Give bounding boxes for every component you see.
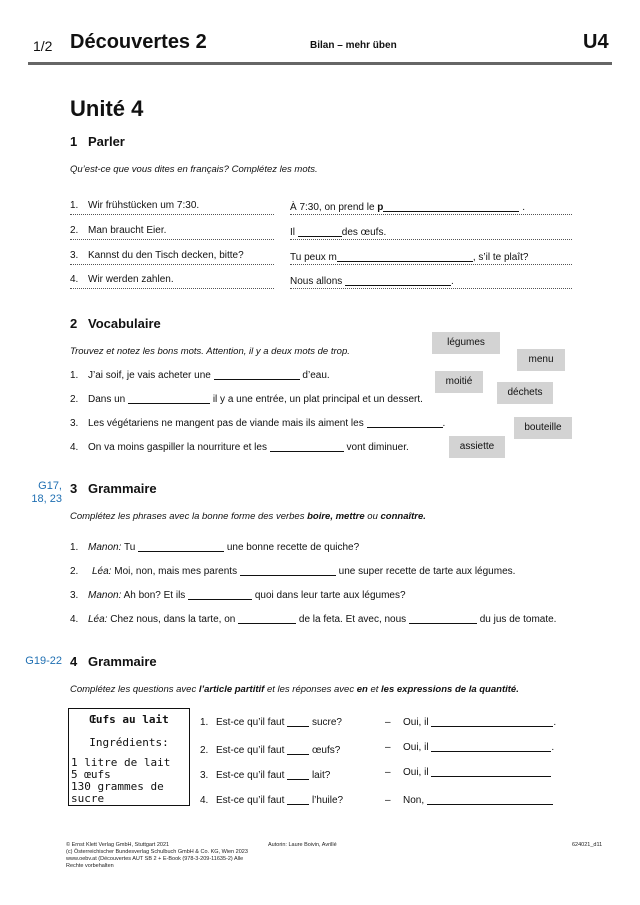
recipe-subtitle: Ingrédients:	[89, 736, 169, 749]
s2-row-4: 4. On va moins gaspiller la nourriture et les vont diminuer.	[70, 442, 409, 453]
list-item: 1 litre de lait	[71, 756, 171, 769]
word-tile-legumes[interactable]: légumes	[432, 332, 500, 354]
list-item: 130 grammes de sucre	[71, 780, 164, 805]
section-3-instruction: Complétez les phrases avec la bonne forme des verbes boire, mettre ou connaître.	[70, 511, 426, 522]
answer-blank[interactable]	[188, 588, 252, 600]
section-4-instruction: Complétez les questions avec l’article partitif et les réponses avec en et les expressions de la quantité.	[70, 684, 519, 695]
s2-row-1: 1. J’ai soif, je vais acheter une d’eau.	[70, 370, 330, 381]
word-tile-menu[interactable]: menu	[517, 349, 565, 371]
word-tile-assiette[interactable]: assiette	[449, 436, 505, 458]
dotted-divider	[290, 264, 572, 265]
footer-code: 624021_d11	[572, 842, 603, 848]
s4-question-2: 2. Est-ce qu’il faut œufs?	[200, 745, 341, 756]
answer-blank[interactable]	[287, 768, 309, 780]
word-tile-dechets[interactable]: déchets	[497, 382, 553, 404]
dotted-divider	[70, 264, 274, 265]
book-title: Découvertes 2	[70, 31, 207, 53]
answer-blank[interactable]	[287, 793, 309, 805]
answer-blank[interactable]	[128, 392, 210, 404]
grammar-reference: G19-22	[25, 655, 62, 667]
dotted-divider	[290, 214, 572, 215]
dotted-divider	[290, 288, 572, 289]
s4-question-4: 4. Est-ce qu’il faut l’huile?	[200, 795, 344, 806]
header-divider	[28, 62, 612, 65]
answer-blank[interactable]	[367, 416, 443, 428]
s4-question-1: 1. Est-ce qu’il faut sucre?	[200, 717, 342, 728]
answer-blank[interactable]	[431, 765, 551, 777]
dotted-divider	[290, 239, 572, 240]
s3-row-4: 4. Léa: Chez nous, dans la tarte, on de la feta. Et avec, nous du jus de tomate.	[70, 614, 557, 625]
ingredient-list	[69, 757, 189, 805]
section-number: 3	[70, 481, 78, 496]
s2-row-2: 2. Dans un il y a une entrée, un plat principal et un dessert.	[70, 394, 423, 405]
answer-blank[interactable]	[431, 715, 553, 727]
section-number: 2	[70, 316, 78, 331]
section-2-heading	[70, 316, 161, 331]
answer-blank[interactable]	[345, 274, 451, 286]
answer-blank[interactable]	[287, 715, 309, 727]
section-title: Vocabulaire	[88, 316, 161, 331]
unit-badge: U4	[583, 31, 609, 53]
s1-row-1-fr: À 7:30, on prend le p .	[290, 202, 525, 213]
answer-blank[interactable]	[431, 740, 551, 752]
s4-answer-4: – Non,	[385, 793, 553, 806]
answer-blank[interactable]	[287, 743, 309, 755]
answer-blank[interactable]	[270, 440, 344, 452]
s1-row-2-de: 2. Man braucht Eier.	[70, 225, 167, 236]
page-number: 1/2	[33, 38, 53, 54]
answer-blank[interactable]	[138, 540, 224, 552]
answer-blank[interactable]	[409, 612, 477, 624]
s1-row-4-fr: Nous allons .	[290, 276, 454, 287]
section-number: 1	[70, 134, 78, 149]
dotted-divider	[70, 239, 274, 240]
s1-row-2-fr: Il des œufs.	[290, 227, 387, 238]
s2-row-3: 3. Les végétariens ne mangent pas de viande mais ils aiment les .	[70, 418, 446, 429]
s3-row-3: 3. Manon: Ah bon? Et ils quoi dans leur tarte aux légumes?	[70, 590, 406, 601]
answer-blank[interactable]	[298, 225, 342, 237]
section-1-instruction: Qu’est-ce que vous dites en français? Complétez les mots.	[70, 164, 318, 175]
s1-row-1-de: 1. Wir frühstücken um 7:30.	[70, 200, 200, 211]
answer-blank[interactable]	[427, 793, 553, 805]
unit-title: Unité 4	[70, 96, 144, 121]
footer-copyright: © Ernst Klett Verlag GmbH, Stuttgart 2021 (c) Österreichischer Bundesverlag Schulbuch GmbH & Co. KG, Wien 2023 www.oebv.at (Découvertes AUT SB 2 + E-Book (978-3-209-11635-2) Alle Rechte vorbehalten	[66, 842, 248, 869]
s4-answer-3: – Oui, il	[385, 765, 551, 778]
header-subtitle: Bilan – mehr üben	[310, 40, 397, 51]
dotted-divider	[70, 214, 274, 215]
list-item: 5 œufs	[71, 768, 111, 781]
answer-blank[interactable]	[383, 200, 519, 212]
s3-row-1: 1. Manon: Tu une bonne recette de quiche?	[70, 542, 360, 553]
recipe-card	[68, 708, 190, 806]
footer-author: Autorin: Laure Boivin, Avrillé	[268, 842, 337, 848]
recipe-title: Œufs au lait	[89, 713, 169, 726]
answer-blank[interactable]	[214, 368, 300, 380]
dotted-divider	[70, 288, 274, 289]
grammar-reference: G17, 18, 23	[31, 480, 62, 505]
section-number: 4	[70, 654, 78, 669]
s1-row-3-de: 3. Kannst du den Tisch decken, bitte?	[70, 250, 244, 261]
section-4-heading	[70, 654, 157, 669]
s4-question-3: 3. Est-ce qu’il faut lait?	[200, 770, 331, 781]
word-tile-bouteille[interactable]: bouteille	[514, 417, 572, 439]
word-tile-moitie[interactable]: moitié	[435, 371, 483, 393]
s3-row-2: 2. Léa: Moi, non, mais mes parents une super recette de tarte aux légumes.	[70, 566, 516, 577]
section-2-instruction: Trouvez et notez les bons mots. Attention, il y a deux mots de trop.	[70, 346, 350, 357]
s4-answer-1: – Oui, il .	[385, 717, 557, 728]
section-1-heading	[70, 134, 125, 149]
answer-blank[interactable]	[240, 564, 336, 576]
section-title: Parler	[88, 134, 125, 149]
s1-row-3-fr: Tu peux m , s’il te plaît?	[290, 252, 529, 263]
answer-blank[interactable]	[337, 250, 473, 262]
s4-answer-2: – Oui, il .	[385, 742, 555, 753]
section-3-heading	[70, 481, 157, 496]
section-title: Grammaire	[88, 481, 157, 496]
answer-blank[interactable]	[238, 612, 296, 624]
section-title: Grammaire	[88, 654, 157, 669]
s1-row-4-de: 4. Wir werden zahlen.	[70, 274, 174, 285]
